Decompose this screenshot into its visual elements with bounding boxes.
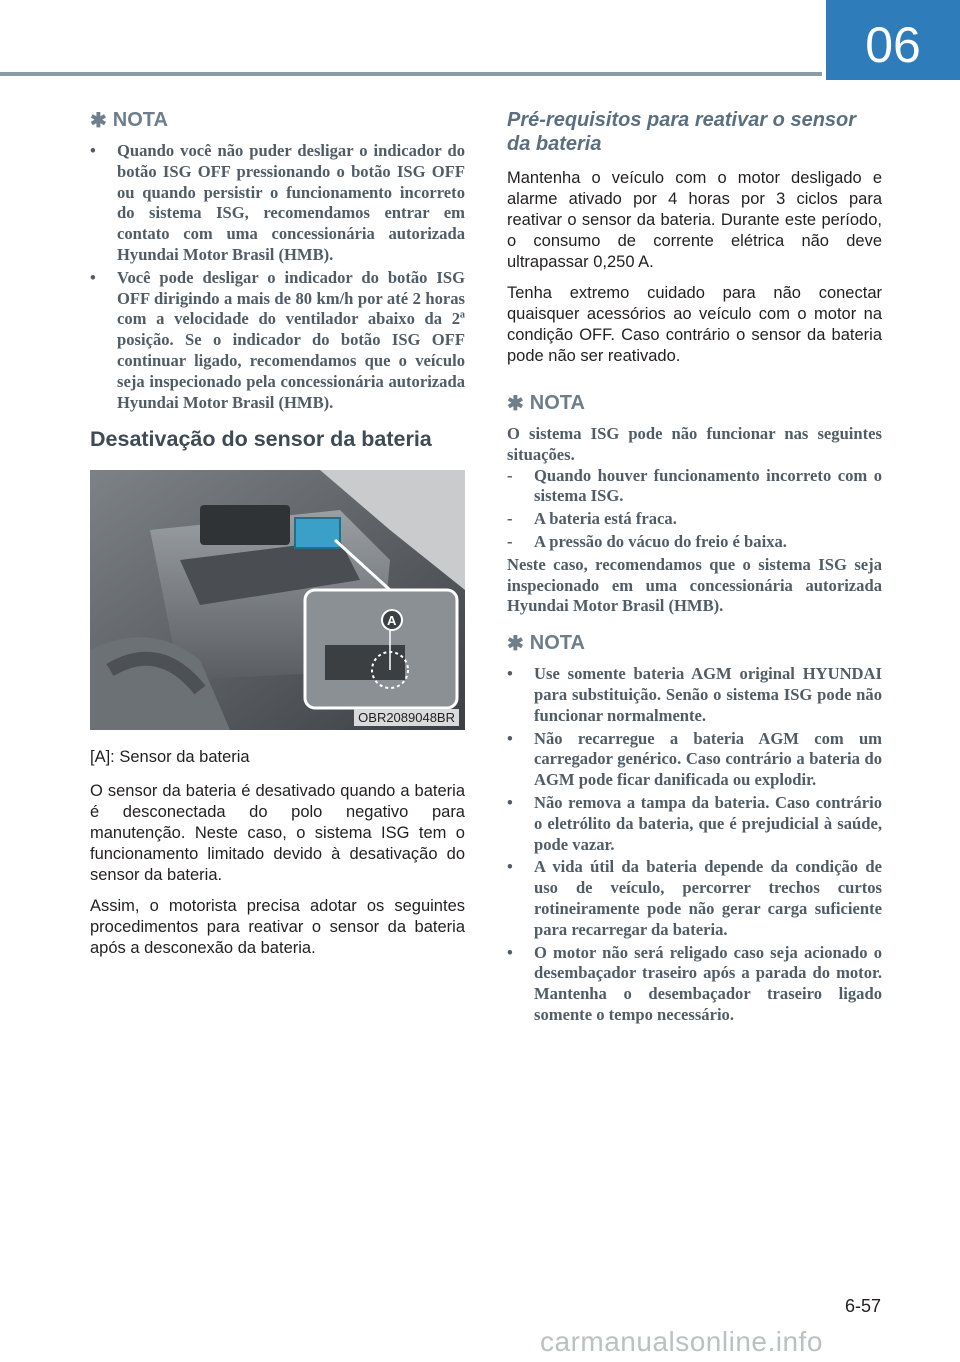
nota-list	[90, 141, 465, 413]
nota-item: - A bateria está fraca.	[507, 509, 677, 529]
chapter-tab: 06	[826, 0, 960, 80]
nota-heading	[507, 391, 882, 416]
nota-item: - Quando houver funcionamento incorreto com o sistema ISG.	[507, 465, 882, 506]
header-rule	[0, 72, 822, 76]
nota-outro: Neste caso, recomendamos que o sistema ISG seja inspecionado em uma concessionária autorizada Hyundai Motor Brasil (HMB).	[507, 554, 882, 616]
page-number: 6-57	[845, 1296, 882, 1316]
asterisk-icon: ✱	[507, 633, 524, 656]
figure-caption: [A]: Sensor da bateria	[90, 748, 250, 767]
dash-marker: -	[507, 509, 513, 529]
figure-label-a: A	[387, 613, 397, 629]
paragraph: Assim, o motorista precisa adotar os seguintes procedimentos para reativar o sensor da bateria após a desconexão da bateria.	[90, 897, 465, 958]
bullet-icon: •	[507, 942, 513, 962]
subsection-title: Pré-requisitos para reativar o sensor da bateria	[507, 109, 857, 155]
paragraph: Tenha extremo cuidado para não conectar quaisquer acessórios ao veículo com o motor na condição OFF. Caso contrário o sensor da bateria pode não ser reativado.	[507, 284, 882, 365]
nota-title: NOTA	[112, 109, 168, 131]
bullet-icon: •	[90, 267, 96, 287]
nota-item: • Não remova a tampa da bateria. Caso contrário o eletrólito da bateria, que é prejudicial à saúde, pode vazar.	[507, 792, 882, 854]
asterisk-icon: ✱	[507, 393, 524, 415]
left-column	[90, 108, 465, 969]
nota-item: • Não recarregue a bateria AGM com um carregador genérico. Caso contrário a bateria do AGM pode ficar danificada ou explodir.	[507, 728, 882, 790]
engine-bay-illustration	[90, 470, 465, 730]
bullet-icon: •	[507, 792, 513, 812]
nota-item: - A pressão do vácuo do freio é baixa.	[507, 531, 787, 551]
right-column	[507, 108, 882, 1028]
nota-heading	[90, 108, 465, 133]
nota-item: • O motor não será religado caso seja acionado o desembaçador traseiro após a parada do motor. Mantenha o desembaçador traseiro ligado somente o tempo necessário.	[507, 942, 882, 1024]
nota-title: NOTA	[529, 392, 585, 414]
nota-title: NOTA	[529, 632, 585, 655]
bullet-icon: •	[90, 141, 96, 160]
paragraph: Mantenha o veículo com o motor desligado e alarme ativado por 4 horas por 3 ciclos para reativar o sensor da bateria. Durante este período, o consumo de corrente elétrica não deve ultrapassar 0,250 A.	[507, 169, 882, 271]
dash-marker: -	[507, 465, 513, 485]
nota-item: • Use somente bateria AGM original HYUNDAI para substituição. Senão o sistema ISG pode não funcionar normalmente.	[507, 664, 882, 725]
asterisk-icon: ✱	[90, 110, 107, 132]
figure-code: OBR2089048BR	[354, 709, 459, 726]
nota-list	[507, 664, 882, 1026]
nota-intro: O sistema ISG pode não funcionar nas seguintes situações.	[507, 424, 882, 464]
bullet-icon: •	[507, 857, 513, 877]
nota-list	[507, 466, 882, 553]
nota-heading	[507, 631, 882, 656]
dash-marker: -	[507, 531, 513, 551]
watermark: carmanualsonline.info	[540, 1326, 823, 1357]
battery-sensor-figure	[90, 470, 465, 730]
paragraph: O sensor da bateria é desativado quando a bateria é desconectada do polo negativo para manutenção. Neste caso, o sistema ISG tem o funcionamento limitado devido à desativação do sensor da bateria.	[90, 782, 465, 885]
bullet-icon: •	[507, 728, 513, 748]
nota-item: • Você pode desligar o indicador do botão ISG OFF dirigindo a mais de 80 km/h por até 2 horas com a velocidade do ventilador abaixo da 2ª posição. Se o indicador do botão ISG OFF continuar ligado, recomendamos que o veículo seja inspecionado pela concessionária autorizada Hyundai Motor Brasil (HMB).	[90, 267, 465, 412]
bullet-icon: •	[507, 664, 513, 684]
nota-item: • Quando você não puder desligar o indicador do botão ISG OFF pressionando o botão ISG OFF ou quando persistir o funcionamento incorreto do sistema ISG, recomendamos entrar em contato com uma concessionária autorizada Hyundai Motor Brasil (HMB).	[90, 141, 465, 264]
nota-item: • A vida útil da bateria depende da condição de uso de veículo, percorrer trechos curtos rotineiramente pode não gerar carga suficiente para recarregar da bateria.	[507, 857, 882, 939]
section-title: Desativação do sensor da bateria	[90, 427, 432, 452]
